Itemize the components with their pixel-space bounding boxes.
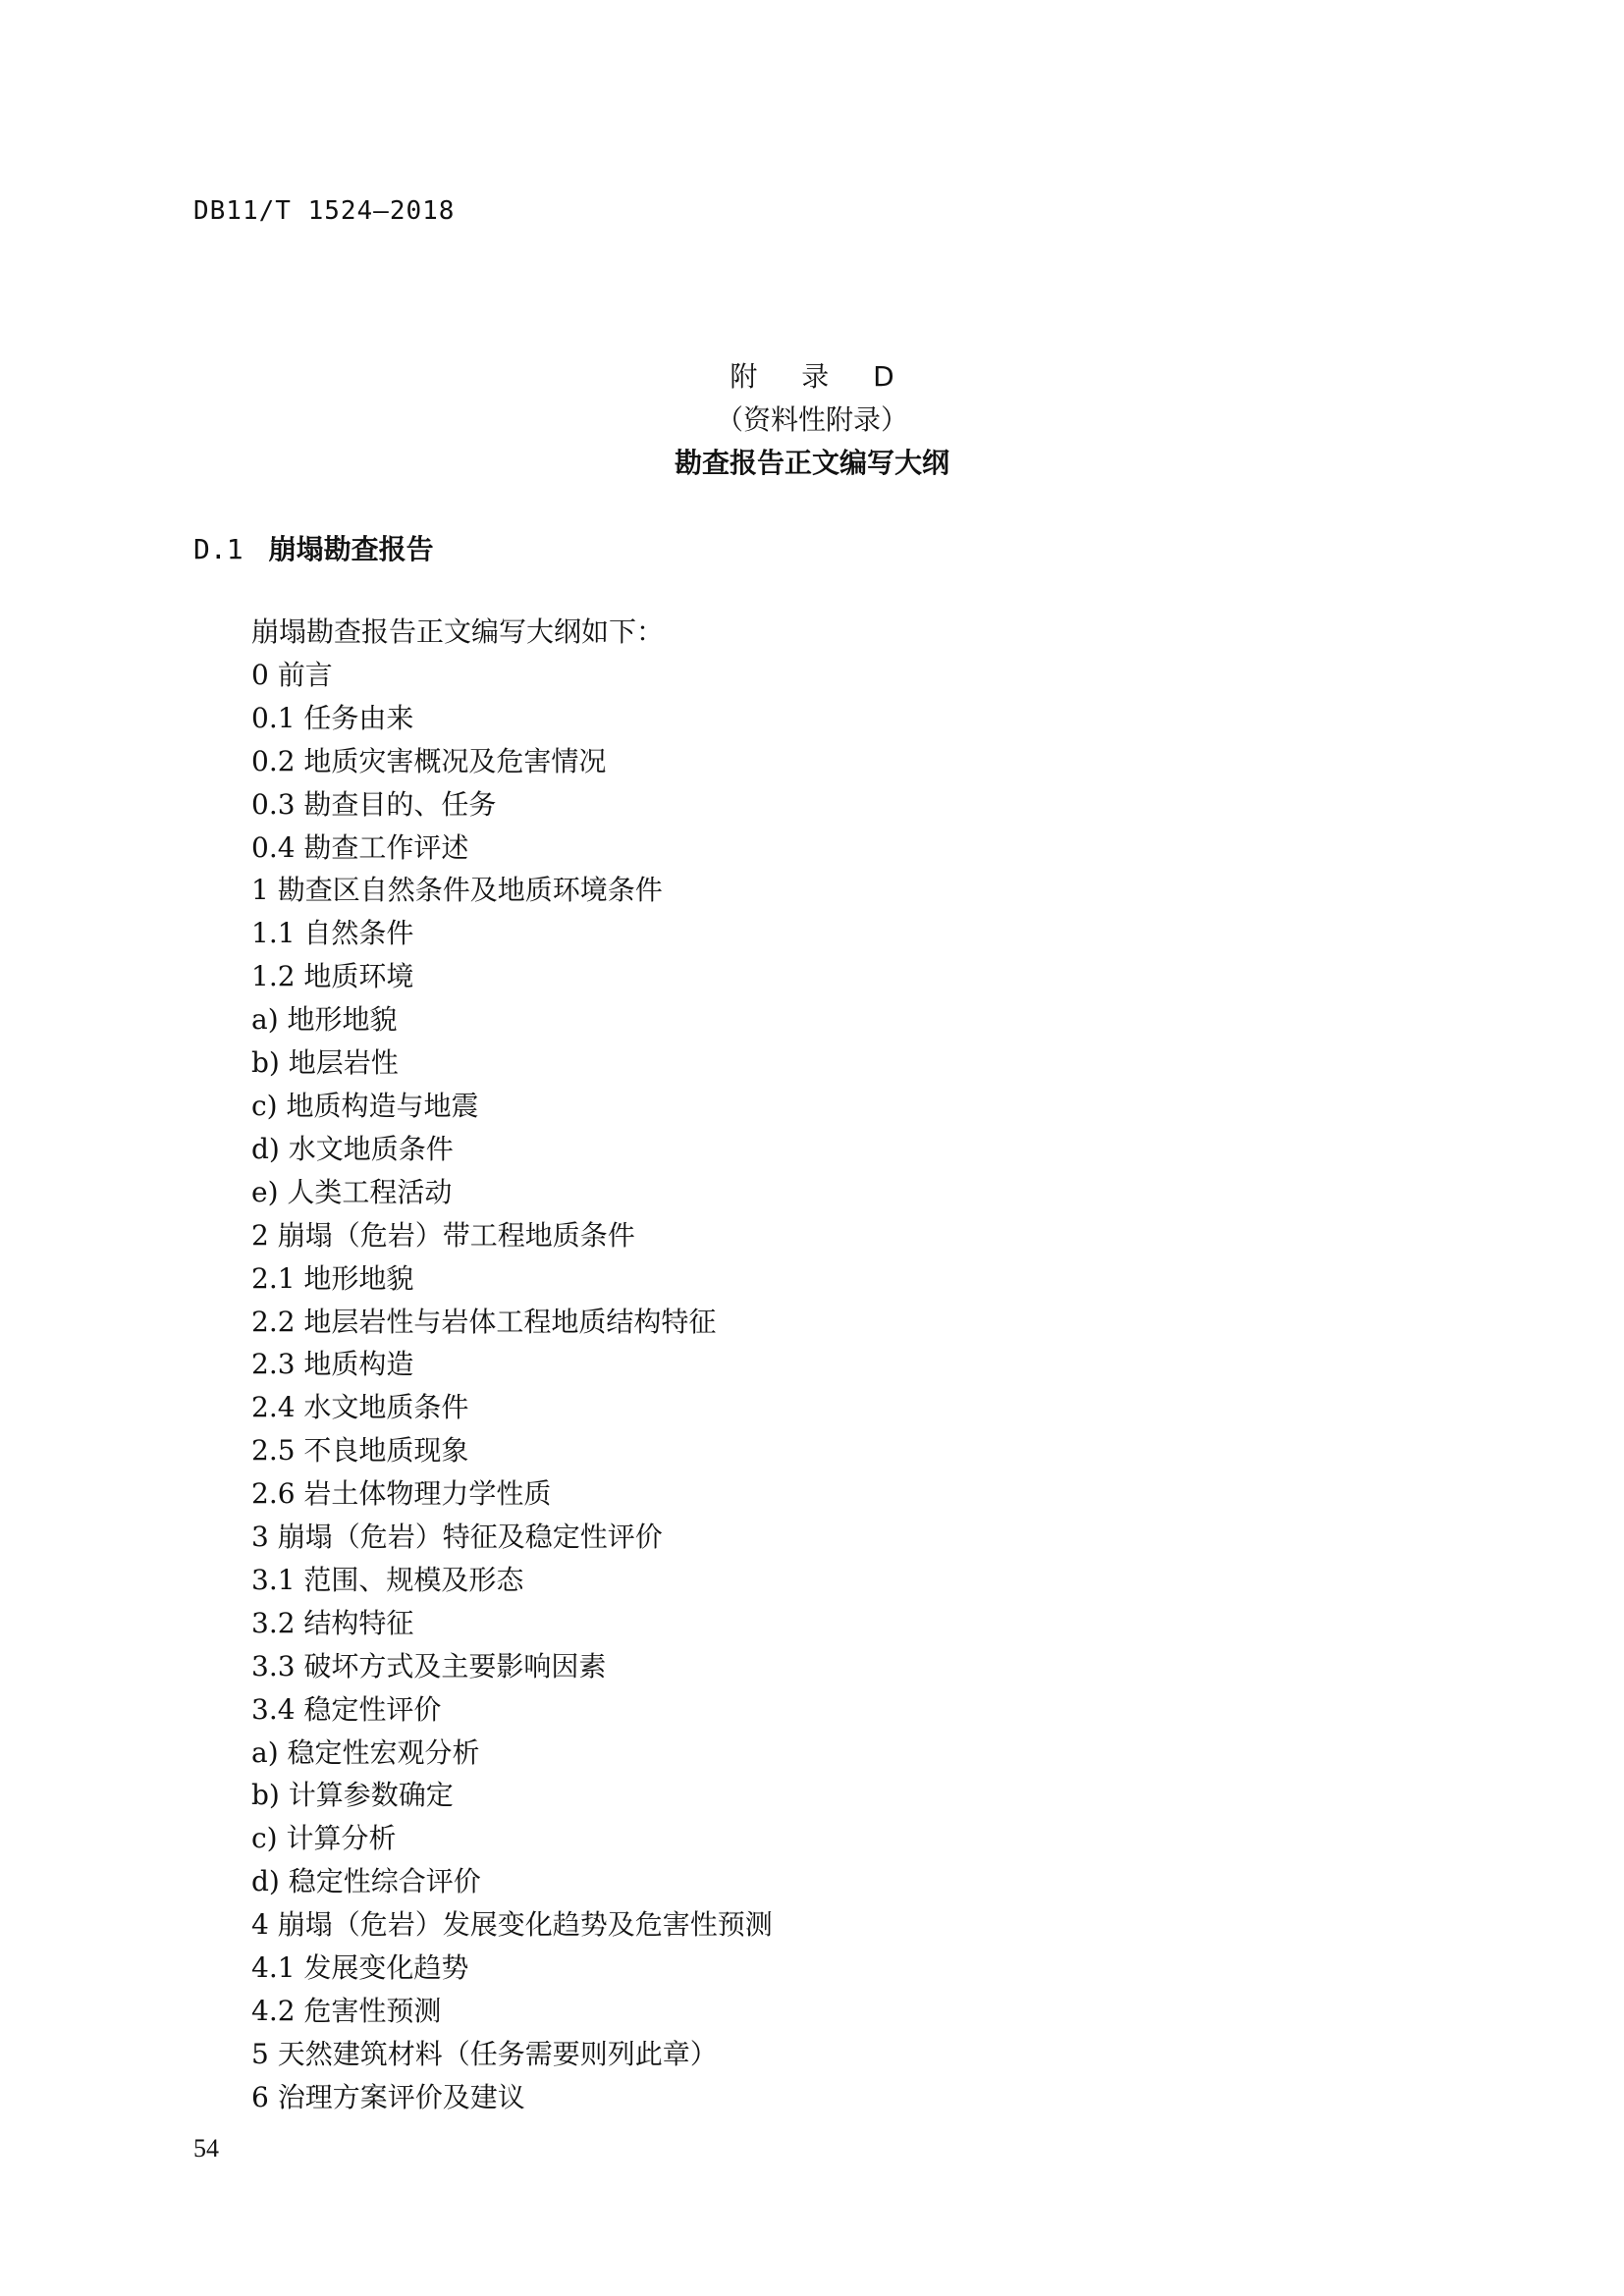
appendix-header xyxy=(0,355,1624,485)
outline-item: 4.1 发展变化趋势 xyxy=(251,1951,469,1985)
outline-item: 2.2 地层岩性与岩体工程地质结构特征 xyxy=(251,1305,717,1338)
outline-item: 1 勘查区自然条件及地质环境条件 xyxy=(251,874,663,907)
outline-item: 2.6 岩土体物理力学性质 xyxy=(251,1477,552,1511)
outline-item: 3 崩塌（危岩）特征及稳定性评价 xyxy=(251,1521,663,1554)
outline-item: d) 水文地质条件 xyxy=(251,1132,454,1165)
outline-item: c) 地质构造与地震 xyxy=(251,1089,479,1122)
outline-item: 2.3 地质构造 xyxy=(251,1348,414,1381)
appendix-heading: 勘查报告正文编写大纲 xyxy=(674,447,949,479)
outline-item: 3.1 范围、规模及形态 xyxy=(251,1563,524,1596)
outline-item: b) 地层岩性 xyxy=(251,1046,399,1080)
outline-item: 0.1 任务由来 xyxy=(251,701,414,734)
outline-item: 5 天然建筑材料（任务需要则列此章） xyxy=(251,2037,718,2070)
outline-item: a) 地形地貌 xyxy=(251,1003,398,1037)
outline-item: 0.2 地质灾害概况及危害情况 xyxy=(251,744,607,777)
section-number: D.1 xyxy=(193,533,244,565)
outline-item: 1.2 地质环境 xyxy=(251,960,414,993)
outline-list xyxy=(251,611,773,2119)
outline-item: 0.3 勘查目的、任务 xyxy=(251,787,497,821)
appendix-title: 附 录 D xyxy=(730,360,912,393)
outline-item: d) 稳定性综合评价 xyxy=(251,1865,481,1898)
outline-item: 2.1 地形地貌 xyxy=(251,1261,414,1295)
section-title: 崩塌勘查报告 xyxy=(268,533,434,565)
outline-item: a) 稳定性宏观分析 xyxy=(251,1735,480,1769)
section-heading xyxy=(193,528,434,567)
outline-item: 3.4 稳定性评价 xyxy=(251,1692,442,1726)
outline-item: b) 计算参数确定 xyxy=(251,1779,454,1812)
outline-item: e) 人类工程活动 xyxy=(251,1175,453,1208)
appendix-subtitle: （资料性附录） xyxy=(715,403,908,436)
outline-item: 6 治理方案评价及建议 xyxy=(251,2080,525,2113)
outline-item: 1.1 自然条件 xyxy=(251,917,414,950)
outline-item: 0.4 勘查工作评述 xyxy=(251,830,469,864)
outline-item: 2.4 水文地质条件 xyxy=(251,1391,469,1424)
outline-intro: 崩塌勘查报告正文编写大纲如下： xyxy=(251,615,665,648)
page-number: 54 xyxy=(193,2134,219,2163)
document-code: DB11/T 1524—2018 xyxy=(193,196,456,226)
outline-item: 0 前言 xyxy=(251,658,333,691)
outline-item: 3.3 破坏方式及主要影响因素 xyxy=(251,1649,607,1682)
outline-item: 4 崩塌（危岩）发展变化趋势及危害性预测 xyxy=(251,1908,773,1942)
outline-item: 2 崩塌（危岩）带工程地质条件 xyxy=(251,1218,635,1252)
outline-item: 2.5 不良地质现象 xyxy=(251,1434,469,1468)
outline-item: 4.2 危害性预测 xyxy=(251,1995,442,2027)
outline-item: 3.2 结构特征 xyxy=(251,1606,414,1639)
outline-item: c) 计算分析 xyxy=(251,1822,397,1855)
